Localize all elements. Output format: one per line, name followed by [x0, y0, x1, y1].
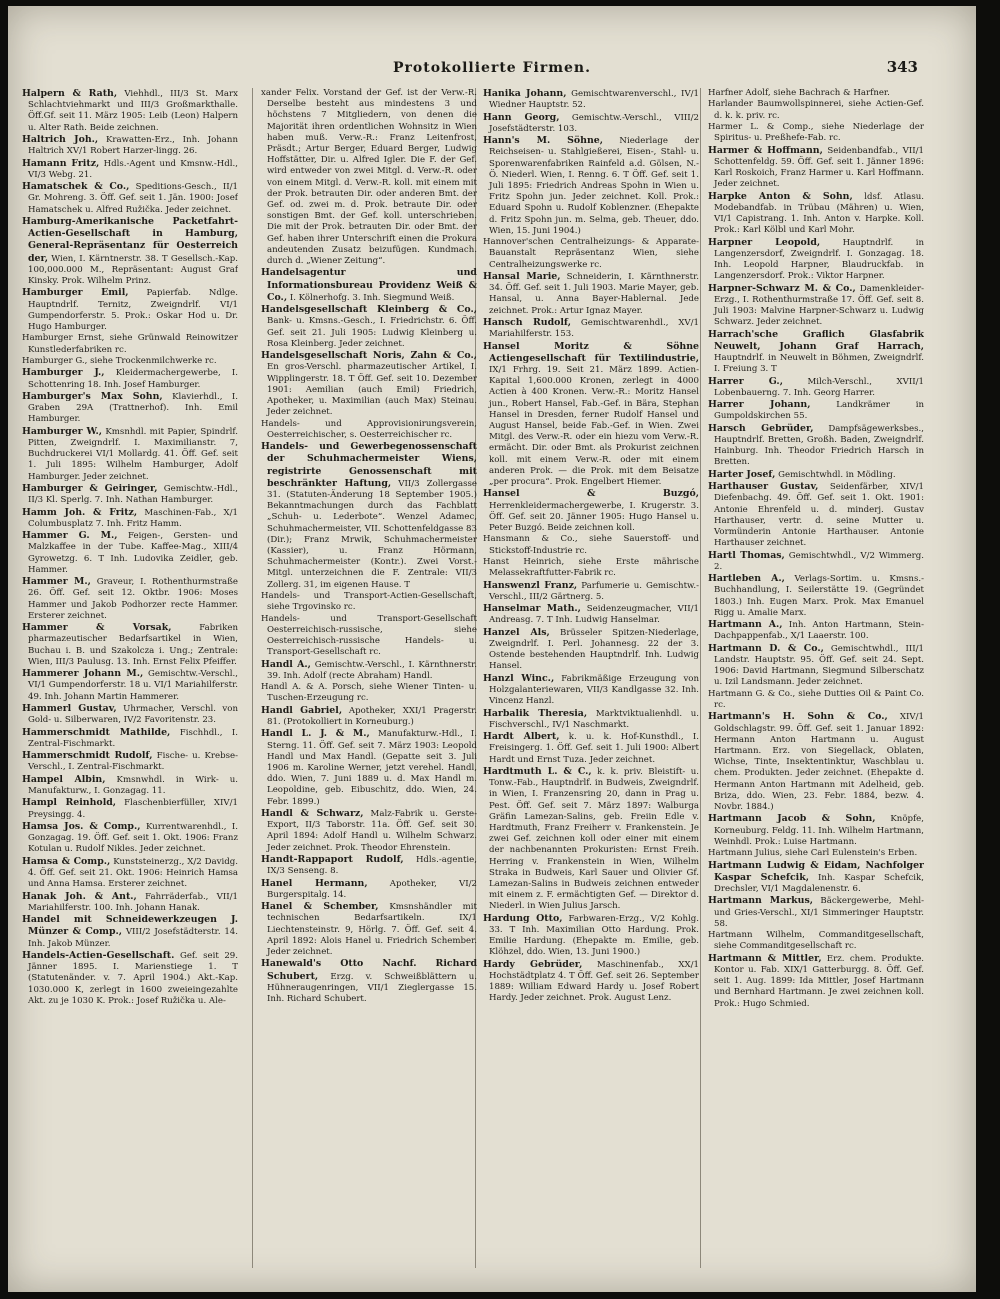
directory-entry: [708, 283, 924, 329]
directory-entry: [22, 668, 238, 703]
entry-text: I. Kölnerhofg. 3. Inh. Siegmund Weiß.: [289, 292, 455, 303]
entry-text: XIV/1 Goldschlagstr. 99. Öff. Gef. seit 1. Januar 1892: Hermann Anton Hartmann u. August Hartmann. Erz. von Siegellack, Oblaten, Wichse, Tinte, Insektentinktur, Waschblau u. chem. Produkten. Jeder zeichnet. (Ehepakte d. Hermann Anton Hartmann mit Adelheid, geb. Briza, ddo. Wien, 23. Febr. 1884, bezw. 4. Novbr. 1884.): [714, 712, 924, 812]
entry-text: Harfner Adolf, siehe Bachrach & Harfner.: [708, 88, 890, 98]
directory-entry: [708, 848, 924, 859]
entry-firm-name: Hampl Reinhold,: [22, 797, 117, 809]
directory-entry: [708, 643, 924, 689]
directory-entry: [483, 731, 699, 766]
entry-text: Maschinen-Fab., X/1 Columbusplatz 7. Inh. Fritz Hamm.: [28, 507, 238, 529]
directory-entry: [261, 350, 477, 418]
directory-entry: [261, 854, 477, 877]
entry-firm-name: Hartmann A.,: [708, 619, 783, 631]
directory-entry: [22, 426, 238, 483]
entry-text: IX/1 Frhrg. 19. Seit 21. März 1899. Actien-Kapital 1,600.000 Kronen, zerlegt in 4000 Actien à 400 Kronen. Verw.-R.: Moritz Hansel jun., Robert Hansel, Fab.-Gef. in Bära, Stephan Hansel in Dresden, ferner Rudolf Hansel und August Hansel, beide Fab.-Gef. in Wien. Zwei Mitgl. des Verw.-R. oder ein hiezu vom Verw.-R. ermächt. Dir. oder Bmt. als Prokurist zeichnen koll. mit einem Verw.-R. oder mit einem anderen Prok. — die Prok. mit dem Beisatze „per procura“. Prok. Engelbert Hiemer.: [489, 365, 699, 488]
entry-text: Fabrikmäßige Erzeugung von Holzgalanteriewaren, VII/3 Kandlgasse 32. Inh. Vincenz Hanzl.: [489, 673, 699, 707]
directory-entry: [483, 317, 699, 340]
directory-entry: [708, 191, 924, 237]
entry-text: Erz. chem. Produkte. Kontor u. Fab. XIX/1 Gatterburgg. 8. Öff. Gef. seit 1. Aug. 1899: Ida Mittler, Josef Hartmann und Bernhard Hartmann. Je zwei zeichnen koll. Prok.: Hugo Schmied.: [714, 953, 924, 1009]
entry-firm-name: Hamatschek & Co.,: [22, 181, 130, 193]
entry-text: Manufakturw.-Hdl., I. Sterng. 11. Öff. Gef. seit 7. März 1903: Leopold Handl und Max Handl. (Gepatte seit 3. Juli 1906 m. Karoline Werner, jetzt verehel. Handl, ddo. Wien, 7. Juni 1889 u. d. Max Handl m. Leopoldine, geb. Eibuschitz, ddo. Wien, 24. Febr. 1899.): [267, 729, 477, 807]
entry-text: Hamburger G., siehe Trockenmilchwerke rc.: [22, 355, 217, 366]
entry-text: Viehhdl., III/3 St. Marx Schlachtviehmarkt und III/3 Großmarkthalle. Öff.Gf. seit 11. März 1905: Leib (Leon) Halpern u. Alter Rath. Beide zeichnen.: [28, 89, 238, 133]
directory-entry: [708, 550, 924, 573]
directory-entry: [708, 895, 924, 930]
directory-entry: [483, 88, 699, 111]
entry-firm-name: Hartmann Jacob & Sohn,: [708, 813, 876, 825]
entry-text: Gemischtwarenhdl., XV/1 Mariahilferstr. 153.: [489, 318, 699, 340]
entry-text: k. u. k. Hof-Kunsthdl., I. Freisingerg. 1. Öff. Gef. seit 1. Juli 1900: Albert Hardt und Ernst Tuza. Jeder zeichnet.: [489, 732, 699, 765]
directory-entry: [708, 376, 924, 399]
directory-entry: [261, 267, 477, 304]
directory-entry: [708, 619, 924, 642]
entry-text: Landkrämer in Gumpoldskirchen 55.: [714, 400, 924, 422]
entry-firm-name: Harrach'sche Graflich Glasfabrik Neuwelt, Johann Graf Harrach,: [708, 328, 924, 352]
entry-firm-name: Hammerschmidt Mathilde,: [22, 726, 171, 738]
directory-entry: [483, 237, 699, 271]
entry-text: k. k. priv. Bleistift- u. Tonw.-Fab., Hauptndrlf. in Budweis, Zweigndrlf. in Wien, I. Franzensring 20, dann in Prag u. Pest. Öff. Gef. seit 7. März 1897: Walburga Gräfin Lamezan-Salins, geb. Freiin Edle v. Hardtmuth, Franz Freiherr v. Frankenstein. Je zwei Gef. zeichnen koll oder einer mit einem der nachbenannten Prokuristen: Ernst Freih. Herring v. Frankenstein in Wien, Wilhelm Straka in Budweis, Karl Sauer und Olivier Gf. Lamezan-Salins in Budweis zeichnen entweder mit einem z. F. ermächtigten Gef. — Direktor d. Niederl. in Wien Julius Jarsch.: [489, 766, 699, 912]
entry-firm-name: Hardung Otto,: [483, 912, 563, 924]
directory-entry: [483, 766, 699, 913]
entry-text: Hamburger Ernst, siehe Grünwald Reinowitzer Kunstlederfabriken rc.: [22, 333, 238, 355]
directory-entry: [22, 333, 238, 355]
directory-entry: [483, 913, 699, 959]
directory-entry: [708, 122, 924, 144]
entry-firm-name: Harpner Leopold,: [708, 236, 821, 248]
entry-text: Maschinenfab., XX/1 Hochstädtplatz 4. T Öff. Gef. seit 26. September 1889: William Edward Hardy u. Josef Robert Hardy. Jeder zeichnet. Prok. August Lenz.: [489, 959, 699, 1004]
entry-firm-name: Hammerschmidt Rudolf,: [22, 750, 153, 762]
entry-text: Apotheker, VI/2 Burgerspitalg. 14.: [267, 878, 477, 900]
entry-firm-name: Hamburger J.,: [22, 367, 105, 379]
entry-firm-name: Hamburger's Max Sohn,: [22, 390, 163, 402]
directory-entry: [261, 808, 477, 854]
directory-entry: [22, 391, 238, 426]
entry-text: Milch-Verschl., XVII/1 Lobenbauerng. 7. Inh. Georg Harrer.: [714, 376, 924, 398]
entry-firm-name: Hartmann Markus,: [708, 895, 814, 907]
entry-firm-name: Harpke Anton & Sohn,: [708, 190, 853, 202]
entry-text: Farbwaren-Erzg., V/2 Kohlg. 33. T Inh. Maximilian Otto Hardung. Prok. Emilie Hardung. (Ehepakte m. Emilie, geb. Klöhzel, ddo. Wien, 13. Juni 1900.): [489, 913, 699, 958]
entry-firm-name: Hammer M.,: [22, 576, 91, 588]
directory-entry: [483, 341, 699, 489]
directory-entry: [22, 216, 238, 287]
entry-text: Knöpfe, Korneuburg. Feldg. 11. Inh. Wilhelm Hartmann, Weinhdl. Prok.: Luise Hartmann.: [714, 814, 924, 847]
entry-firm-name: Harpner-Schwarz M. & Co.,: [708, 282, 856, 294]
entry-firm-name: Hansal Marie,: [483, 271, 561, 282]
directory-entry: [708, 145, 924, 191]
entry-firm-name: Hamburg-Amerikanische Packetfahrt-Actien-Gesellschaft in Hamburg, General-Repräsentanz für Oesterreich der,: [22, 215, 238, 264]
entry-text: Seidenfärber, XIV/1 Diefenbachg. 49. Öff. Gef. seit 1. Okt. 1901: Antonie Ehrenfeld u. d. minderj. Gustav Harthauser, vertr. d. seine Mutter u. Vormünderin Antonie Harthauser. Antonie Harthauser zeichnet.: [714, 482, 924, 549]
entry-firm-name: Hartmann's H. Sohn & Co.,: [708, 711, 888, 723]
directory-entry: [708, 469, 924, 481]
entry-text: Hdls.-Agent und Kmsnw.-Hdl., VI/3 Webg. 21.: [28, 158, 238, 180]
directory-entry: [261, 958, 477, 1005]
directory-entry: [22, 367, 238, 390]
entry-firm-name: Hansch Rudolf,: [483, 317, 572, 328]
entry-text: Hartmann Julius, siehe Carl Eulenstein's Erben.: [708, 848, 918, 859]
directory-entry: [261, 304, 477, 350]
entry-text: Seidenbandfab., VII/1 Schottenfeldg. 59. Öff. Gef. seit 1. Jänner 1896: Karl Roskoich, Franz Harmer u. Karl Hoffmann. Jeder zeichnet.: [714, 145, 924, 190]
entry-text: Gemischtwhdl. in Mödling.: [778, 469, 896, 480]
entry-text: Verlags-Sortim. u. Kmsns.-Buchhandlung, I. Seilerstätte 19. (Gegründet 1803.) Inh. Eugen Marx. Prok. Max Emanuel Rigg u. Amalie Marx.: [714, 574, 924, 618]
directory-entry: [483, 271, 699, 317]
entry-text: Handels- und Transport-Actien-Gesellschaft, siehe Trgovinsko rc.: [261, 591, 477, 613]
entry-text: En gros-Verschl. pharmazeutischer Artikel, I. Wipplingerstr. 18. T Öff. Gef. seit 10. Dezember 1901: Aemilian (auch Emil) Friedrich, Apotheker, u. Maximilian (auch Max) Steinau. Jeder zeichnet.: [267, 362, 477, 418]
entry-firm-name: Handel mit Schneidewerkzeugen J. Münzer & Comp.,: [22, 914, 238, 938]
directory-entry: [708, 481, 924, 549]
entry-firm-name: Hamm Joh. & Fritz,: [22, 506, 138, 518]
entry-firm-name: Hartleben A.,: [708, 573, 785, 585]
entry-text: ldsf. Atlasu. Modebandfab. in Trübau (Mähren) u. Wien, VI/1 Capistrang. 1. Inh. Anton v. Harpke. Koll. Prok.: Karl Kölbl und Karl Mohr.: [714, 191, 924, 236]
directory-entry: [22, 914, 238, 950]
directory-entry: [708, 237, 924, 283]
entry-firm-name: Hardtmuth L. & C.,: [483, 765, 592, 777]
entry-text: Gemischtwarenverschl., IV/1 Wiedner Hauptstr. 52.: [489, 89, 699, 111]
entry-firm-name: Hammer G. M.,: [22, 530, 118, 542]
directory-entry: [22, 797, 238, 820]
directory-entry: [708, 689, 924, 711]
entry-firm-name: Handt-Rappaport Rudolf,: [261, 854, 404, 866]
entry-text: Gemischtwhdl., V/2 Wimmerg. 2.: [714, 550, 924, 572]
entry-firm-name: Hanewald's Otto Nachf. Richard Schubert,: [261, 958, 477, 982]
directory-entry: [22, 88, 238, 134]
directory-entry: [261, 441, 477, 591]
entry-firm-name: Handels- und Gewerbegenossenschaft der Schuhmachermeister Wiens, registrirte Genossenschaft mit beschränkter Haftung,: [261, 441, 477, 489]
entry-text: Schneiderin, I. Kärnthnerstr. 34. Öff. Gef. seit 1. Juli 1903. Marie Mayer, geb. Hansal, u. Anna Bayer-Hablernal. Jede zeichnet. Prok.: Artur Ignaz Mayer.: [489, 272, 699, 316]
directory-entry: [483, 580, 699, 603]
entry-firm-name: Haltrich Joh.,: [22, 134, 99, 145]
directory-entry: [22, 950, 238, 1007]
entry-text: Harmer L. & Comp., siehe Niederlage der Spiritus- u. Preßhefe-Fab. rc.: [708, 121, 924, 144]
directory-entry: [483, 488, 699, 534]
entry-text: Herrenkleidermachergewerbe, I. Krugerstr. 3. Öff. Gef. seit 20. Jänner 1905: Hugo Hansel u. Peter Buzgó. Beide zeichnen koll.: [489, 500, 699, 534]
directory-entry: [22, 576, 238, 622]
column-3: [483, 88, 699, 1288]
entry-firm-name: Hann's M. Söhne,: [483, 135, 604, 147]
directory-entry: [483, 708, 699, 731]
entry-firm-name: Hanselmar Math.,: [483, 603, 581, 615]
entry-text: Krawatten-Erz., Inh. Johann Haltrich XV/1 Robert Harzer-lingg. 26.: [28, 135, 238, 157]
entry-firm-name: Hampel Albin,: [22, 773, 106, 785]
entry-text: Kurrentwarenhdl., I. Gonzagag. 19. Öff. Gef. seit 1. Okt. 1906: Franz Kotulan u. Rudolf Nikles. Jeder zeichnet.: [28, 821, 238, 855]
entry-text: Inh. Kaspar Schefcik, Drechsler, VI/1 Magdalenenstr. 6.: [714, 872, 924, 894]
entry-text: Gemischtw.-Hdl., II/3 Kl. Sperlg. 7. Inh. Nathan Hamburger.: [28, 483, 238, 506]
entry-firm-name: Handl & Schwarz,: [261, 808, 364, 820]
entry-text: Kmsnhdl. mit Papier, Spindrlf. Pitten, Zweigndrlf. I. Maximilianstr. 7, Buchdruckerei VI/1 Mollardg. 41. Öff. Gef. seit 1. Juli 1895: Wilhelm Hamburger, Adolf Hamburger. Jeder zeichnet.: [28, 426, 238, 482]
entry-firm-name: Handels-Actien-Gesellschaft.: [22, 949, 175, 961]
entry-text: Hartmann G. & Co., siehe Dutties Oil & Paint Co. rc.: [708, 688, 924, 710]
directory-entry: [261, 901, 477, 958]
directory-entry: [22, 158, 238, 181]
directory-entry: [483, 135, 699, 237]
column-2: [261, 88, 477, 1288]
entry-firm-name: Hanika Johann,: [483, 88, 567, 99]
directory-entry: [22, 856, 238, 891]
column-1: [22, 88, 238, 1288]
directory-entry: [261, 878, 477, 901]
entry-text: Erzg. v. Schweißblättern u. Hühneraugenringen, VII/1 Zieglergasse 15. Inh. Richard Schubert.: [267, 971, 477, 1005]
entry-firm-name: Hamann Fritz,: [22, 157, 100, 169]
entry-firm-name: Hamsa Jos. & Comp.,: [22, 820, 141, 832]
directory-entry: [22, 356, 238, 367]
entry-text: Uhrmacher, Verschl. von Gold- u. Silberwaren, IV/2 Favoritenstr. 23.: [28, 703, 238, 726]
entry-firm-name: Hammer & Vorsak,: [22, 622, 172, 634]
entry-text: Bäckergewerbe, Mehl- und Gries-Verschl., XI/1 Simmeringer Hauptstr. 58.: [714, 896, 924, 929]
entry-firm-name: Hartl Thomas,: [708, 549, 785, 561]
directory-entry: [261, 728, 477, 807]
entry-text: Hanst Heinrich, siehe Erste mährische Melassekraftfutter-Fabrik rc.: [483, 557, 699, 579]
entry-firm-name: Hann Georg,: [483, 111, 560, 123]
directory-page: [8, 6, 976, 1292]
entry-text: Brüsseler Spitzen-Niederlage, Zweigndrlf. I. Perl. Johannesg. 22 der 3. Ostende bestehenden Hauptndrlf. Inh. Ludwig Hansel.: [489, 627, 699, 672]
entry-text: Hansmann & Co., siehe Sauerstoff- und Stickstoff-Industrie rc.: [483, 534, 699, 556]
entry-firm-name: Hanzel Als,: [483, 626, 550, 638]
directory-entry: [22, 750, 238, 773]
entry-firm-name: Harrer Johann,: [708, 399, 811, 411]
directory-entry: [22, 821, 238, 856]
entry-firm-name: Hamburger W.,: [22, 425, 103, 437]
entry-firm-name: Hanak Joh. & Ant.,: [22, 890, 137, 902]
entry-firm-name: Hartmann & Mittler,: [708, 952, 822, 964]
entry-text: Gemischtw.-Verschl., I. Kärnthnerstr. 39. Inh. Adolf (recte Abraham) Handl.: [267, 659, 477, 681]
entry-firm-name: Harmer & Hoffmann,: [708, 144, 823, 156]
entry-firm-name: Handelsgesellschaft Kleinberg & Co.,: [261, 304, 477, 316]
entry-firm-name: Harsch Gebrüder,: [708, 422, 814, 434]
entry-text: Gef. seit 29. Jänner 1895. I. Marienstiege 1. T (Statutenänder. v. 7. April 1904.) Akt.-Kap. 1030.000 K, zerlegt in 1600 zweieingezahlte Akt. zu je 1030 K. Prok.: Josef Ružička u. Ale-: [28, 950, 238, 1006]
entry-text: Wien, I. Kärntnerstr. 38. T Gesellsch.-Kap. 100,000.000 M., Repräsentant: August Graf Kinsky. Prok. Wilhelm Prinz.: [28, 253, 238, 286]
entry-text: Hdls.-agentie, IX/3 Senseng. 8.: [267, 855, 477, 877]
entry-firm-name: Hammerl Gustav,: [22, 702, 117, 714]
directory-entry: [261, 614, 477, 659]
entry-text: Seidenzeugmacher, VII/1 Andreasg. 7. T Inh. Ludwig Hanselmar.: [489, 604, 699, 626]
entry-text: Apotheker, XXI/1 Pragerstr. 81. (Protokolliert in Korneuburg.): [267, 705, 477, 728]
directory-entry: [261, 659, 477, 682]
entry-text: Kleidermachergewerbe, I. Schottenring 18. Inh. Josef Hamburger.: [28, 368, 238, 390]
entry-firm-name: Hanel Hermann,: [261, 877, 368, 889]
directory-entry: [261, 88, 477, 267]
directory-entry: [708, 88, 924, 99]
entry-firm-name: Hartmann Ludwig & Eidam, Nachfolger Kaspar Schefcik,: [708, 859, 924, 883]
directory-entry: [483, 603, 699, 626]
directory-entry: [483, 959, 699, 1005]
entry-text: Malz-Fabrik u. Gerste-Export, II/3 Taborstr. 11a. Öff. Gef. seit 30. April 1894: Adolf Handl u. Wilhelm Schwarz. Jeder zeichnet. Prok. Theodor Ehrenstein.: [267, 809, 477, 853]
directory-entry: [708, 423, 924, 469]
directory-entry: [22, 703, 238, 726]
directory-entry: [22, 134, 238, 157]
entry-text: Fahrräderfab., VII/1 Mariahilferstr. 100. Inh. Johann Hanak.: [28, 891, 238, 913]
directory-entry: [483, 112, 699, 135]
entry-text: Papierfab. Ndlge. Hauptndrlf. Ternitz, Zweigndrlf. VI/1 Gumpendorferstr. 5. Prok.: Oskar Hod u. Dr. Hugo Hamburger.: [28, 288, 238, 332]
column-rule: [700, 88, 701, 1268]
entry-text: Harlander Baumwollspinnerei, siehe Actien-Gef. d. k. k. priv. rc.: [708, 99, 924, 121]
directory-entry: [708, 573, 924, 619]
entry-firm-name: Hammerer Johann M.,: [22, 668, 144, 680]
directory-entry: [708, 813, 924, 848]
entry-firm-name: Hanswenzl Franz,: [483, 579, 578, 591]
entry-text: Dampfsägewerksbes., Hauptndrlf. Bretten, Großh. Baden, Zweigndrlf. Hainburg. Inh. Theodor Friedrich Harsch in Bretten.: [714, 423, 924, 468]
entry-firm-name: Handl Gabriel,: [261, 704, 343, 716]
directory-entry: [22, 774, 238, 797]
entry-text: Klavierhdl., I. Graben 29A (Trattnerhof). Inh. Emil Hamburger.: [28, 391, 238, 425]
directory-entry: [22, 622, 238, 668]
column-rule: [252, 88, 253, 1268]
entry-text: Hauptndrlf. in Neuwelt in Böhmen, Zweigndrlf. I. Freiung 3. T: [714, 352, 924, 375]
entry-text: Feigen-, Gersten- und Malzkaffee in der Tube. Kaffee-Mag., XIII/4 Gyrowetzg. 6. T Inh. Ludovika Zeidler, geb. Hammer.: [28, 531, 238, 575]
directory-entry: [261, 591, 477, 613]
entry-text: Gemischtw.-Verschl., VI/1 Gumpendorferstr. 18 u. VI/1 Mariahilferstr. 49. Inh. Johann Martin Hammerer.: [28, 669, 238, 702]
entry-text: Niederlage der Reichseisen- u. Stahlgießerei, Eisen-, Stahl- u. Sporenwarenfabriken Rainfeld a.d. Gölsen, N.-Ö. Niederl. Wien, I. Renng. 6. T Öff. Gef. seit 1. Juli 1895: Friedrich Andreas Spohn in Wien u. Fritz Spohn jun. Jeder zeichnet. Koll. Prok.: Eduard Spohn u. Rudolf Koblenzner. (Ehepakte d. Fritz Spohn jun. m. Selma, geb. Theuer, ddo. Wien, 15. Juni 1904.): [489, 136, 699, 236]
column-4: [708, 88, 924, 1288]
directory-entry: [22, 287, 238, 333]
entry-text: Kunststeinerzg., X/2 Davidg. 4. Öff. Gef. seit 21. Okt. 1906: Heinrich Hamsa und Anna Hamsa. Ersterer zeichnet.: [28, 856, 238, 890]
entry-text: Fische- u. Krebse-Verschl., I. Zentral-Fischmarkt.: [28, 751, 238, 773]
directory-entry: [483, 557, 699, 579]
entry-text: Inh. Anton Hartmann, Stein-Dachpappenfab., X/1 Laaerstr. 100.: [714, 620, 924, 642]
directory-entry: [708, 860, 924, 896]
directory-entry: [483, 627, 699, 673]
directory-entry: [483, 534, 699, 556]
entry-text: Handels- und Approvisionirungsverein, Oesterreichischer, s. Oesterreichischer rc.: [261, 418, 477, 440]
entry-text: Damenkleider-Erzg., I. Rothenthurmstraße 17. Öff. Gef. seit 8. Juli 1903: Malvine Harpner-Schwarz u. Ludwig Schwarz. Jeder zeichnet.: [714, 283, 924, 328]
entry-text: Hauptndrlf. in Langenzersdorf, Zweigndrlf. I. Gonzagag. 18. Inh. Leopold Harpner, Blaudruckfab. in Langenzersdorf. Prok.: Viktor Harpner.: [714, 237, 924, 282]
page-number: 343: [886, 58, 918, 76]
directory-entry: [708, 399, 924, 422]
entry-text: Gemischtw.-Verschl., VIII/2 Josefstädterstr. 103.: [489, 112, 699, 134]
entry-text: Flaschenbierfüller, XIV/1 Preysingg. 4.: [28, 798, 238, 820]
directory-entry: [22, 727, 238, 750]
directory-entry: [22, 181, 238, 216]
entry-text: Fischhdl., I. Zentral-Fischmarkt.: [28, 727, 238, 749]
directory-entry: [22, 891, 238, 914]
entry-text: Kmsnwhdl. in Wirk- u. Manufakturw., I. Gonzagag. 11.: [28, 774, 238, 796]
directory-entry: [708, 711, 924, 813]
entry-firm-name: Handl A.,: [261, 658, 311, 670]
directory-entry: [261, 682, 477, 704]
directory-entry: [708, 99, 924, 121]
entry-text: Speditions-Gesch., II/1 Gr. Mohreng. 3. Öff. Gef. seit 1. Jän. 1900: Josef Hamatschek u. Alfred Ružička. Jeder zeichnet.: [28, 182, 238, 215]
entry-firm-name: Hamsa & Comp.,: [22, 855, 111, 867]
entry-firm-name: Hardy Gebrüder,: [483, 958, 583, 970]
entry-text: Handl A. & A. Porsch, siehe Wiener Tinten- u. Tuschen-Erzeugung rc.: [261, 682, 477, 704]
entry-text: Graveur, I. Rothenthurmstraße 26. Öff. Gef. seit 12. Oktbr. 1906: Moses Hammer und Jakob Podhorzer recte Hammer. Ersterer zeichnet.: [28, 577, 238, 621]
entry-text: Handels- und Transport-Gesellschaft Oesterreichisch-russische, siehe Oesterreichisch-russische Handels- u. Transport-Gesellschaft rc.: [261, 613, 477, 658]
entry-text: Bank- u. Kmsns.-Gesch., I. Friedrichstr. 6. Öff. Gef. seit 21. Juli 1905: Ludwig Kleinberg u. Rosa Kleinberg. Jeder zeichnet.: [267, 316, 477, 349]
entry-firm-name: Hardt Albert,: [483, 731, 560, 743]
entry-text: Kmsnshändler mit technischen Bedarfsartikeln. IX/1 Liechtensteinstr. 9, Hörlg. 7. Öff. Gef. seit 4. April 1892: Alois Hanel u. Friedrich Schember. Jeder zeichnet.: [267, 902, 477, 958]
entry-firm-name: Hanel & Schember,: [261, 901, 379, 913]
entry-text: Hartmann Wilhelm, Commanditgesellschaft, siehe Commanditgesellschaft rc.: [708, 930, 924, 952]
directory-entry: [708, 953, 924, 1010]
directory-entry: [261, 705, 477, 728]
entry-firm-name: Harbalik Theresia,: [483, 707, 588, 719]
directory-entry: [708, 930, 924, 952]
directory-entry: [483, 673, 699, 708]
entry-firm-name: Harthauser Gustav,: [708, 481, 819, 493]
entry-text: Marktviktualienhdl. u. Fischverschl., IV/1 Naschmarkt.: [489, 708, 699, 730]
entry-firm-name: Handl L. J. & M.,: [261, 728, 370, 740]
entry-text: Hannover'schen Centralheizungs- & Apparate-Bauanstalt Repräsentanz Wien, siehe Centralheizungswerke rc.: [483, 237, 699, 270]
entry-text: Gemischtwhdl., III/1 Landstr. Hauptstr. 95. Öff. Gef. seit 24. Sept. 1906: David Hartmann, Siegmund Silberschatz u. Izil Landsmann. Jeder zeichnet.: [714, 643, 924, 688]
entry-text: Parfumerie u. Gemischtw.-Verschl., III/2 Gärtnerg. 5.: [489, 580, 699, 602]
entry-firm-name: Hansel Moritz & Söhne Actiengesellschaft für Textilindustrie,: [483, 340, 699, 364]
entry-firm-name: Hanzl Winc.,: [483, 672, 555, 684]
entry-text: VIII/2 Josefstädterstr. 14. Inh. Jakob Münzer.: [28, 927, 238, 949]
entry-firm-name: Halpern & Rath,: [22, 88, 118, 99]
entry-text: VII/3 Zollergasse 31. (Statuten-Änderung 18 September 1905.) Bekanntmachungen durch das Fachblatt „Schuh- u. Lederbote“. Wenzel Adamec, Schuhmachermeister, VII. Schottenfeldgasse 83 (Dir.); Franz Mrwik, Schuhmachermeister (Kassier), u. Franz Hörmann, Schuhmachermeister (Kontr.). Zwei Vorst.-Mitgl. unterzeichnen die F. Zentrale: VII/3 Zollerg. 31, im eigenen Hause. T: [267, 478, 477, 590]
directory-entry: [708, 329, 924, 376]
entry-firm-name: Hansel & Buzgó,: [483, 488, 699, 500]
entry-firm-name: Hamburger & Geiringer,: [22, 482, 158, 494]
entry-firm-name: Handelsagentur und Informationsbureau Providenz Weiß & Co.,: [261, 267, 477, 303]
entry-firm-name: Hamburger Emil,: [22, 287, 129, 299]
directory-entry: [22, 483, 238, 506]
entry-text: xander Felix. Vorstand der Gef. ist der Verw.-R. Derselbe besteht aus mindestens 3 und höchstens 7 Mitgliedern, von denen die Majorität ihren ordentlichen Wohnsitz in Wien haben muß. Verw.-R.: Franz Leitenfrost, Präsdt.; Artur Berger, Eduard Berger, Ludwig Hoffstätter, Dir. u. Alfred Igler. Die F. der Gef. wird entweder von zwei Mitgl. d. Verw.-R. oder von einem Mitgl. d. Verw.-R. koll. mit einem mit der Prok. betrauten Dir. oder anderen Bmt. der Gef. od. zwei m. d. Prok. betraute Dir. oder sonstigen Bmt. der Gef. koll. unterschrieben. Die mit der Prok. betrauten Dir. oder Bmt. der Gef. haben ihrer Unterschrift einen die Prokura andeutenden Zusatz beizufügen. Kundmach. durch d. „Wiener Zeitung“.: [261, 88, 477, 267]
directory-entry: [22, 507, 238, 530]
entry-firm-name: Harrer G.,: [708, 375, 783, 387]
entry-firm-name: Hartmann D. & Co.,: [708, 642, 824, 654]
directory-entry: [22, 530, 238, 576]
entry-firm-name: Handelsgesellschaft Noris, Zahn & Co.,: [261, 350, 477, 362]
entry-firm-name: Harter Josef,: [708, 468, 776, 480]
directory-entry: [261, 419, 477, 441]
page-title: Protokollierte Firmen.: [393, 60, 591, 76]
entry-text: Fabriken pharmazeutischer Bedarfsartikel in Wien, Buchau i. B. und Szakolcza i. Ung.; Zentrale: Wien, III/3 Paulusg. 13. Inh. Ernst Felix Pfeiffer.: [28, 623, 238, 667]
